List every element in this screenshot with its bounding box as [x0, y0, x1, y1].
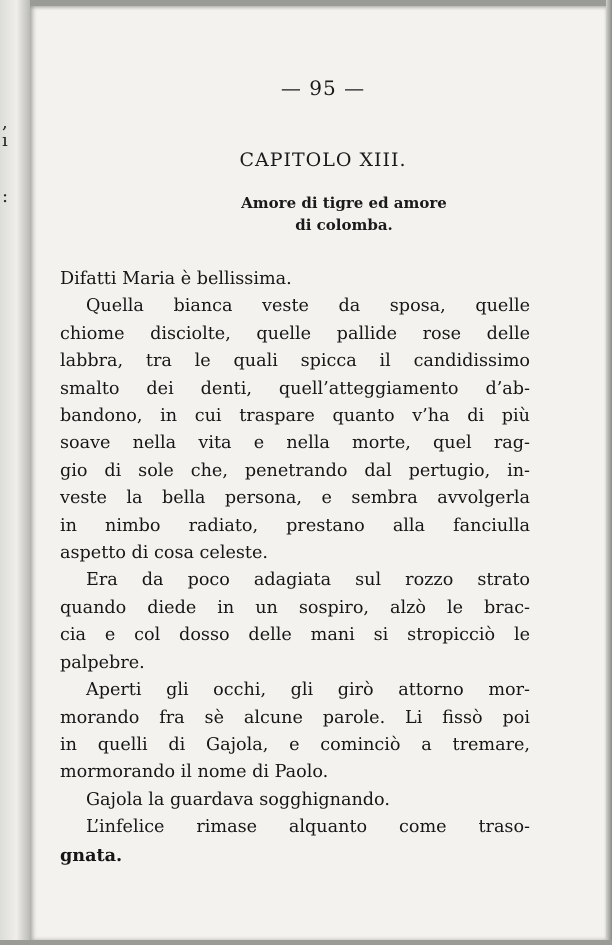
text-line: L’infelice rimase alquanto come traso- — [86, 817, 530, 838]
text-line: Era da poco adagiata sul rozzo strato — [86, 570, 530, 591]
subtitle-line: di colomba. — [295, 216, 393, 234]
text-line: Aperti gli occhi, gli girò attorno mor- — [86, 680, 530, 701]
text-line: soave nella vita e nella morte, quel rag- — [60, 433, 530, 454]
chapter-title: CAPITOLO XIII. — [239, 149, 407, 171]
text-line: Quella bianca veste da sposa, quelle — [86, 296, 530, 317]
text-line: chiome disciolte, quelle pallide rose delle — [60, 323, 530, 344]
margin-mark: ı — [2, 130, 8, 151]
chapter-subtitle — [110, 192, 578, 236]
text-line: gio di sole che, penetrando dal pertugio, in- — [60, 460, 530, 481]
page-right-edge — [606, 0, 612, 945]
text-line: palpebre. — [60, 652, 145, 673]
text-line: morando fra sè alcune parole. Li fissò poi — [60, 707, 530, 728]
margin-mark: : — [2, 186, 9, 207]
body-text — [60, 266, 530, 869]
page-bottom-edge — [0, 940, 612, 945]
text-line: labbra, tra le quali spicca il candidissimo — [60, 351, 530, 372]
text-line: Difatti Maria è bellissima. — [60, 269, 292, 289]
facing-page-edge — [0, 0, 30, 945]
text-line: quando diede in un sospiro, alzò le brac- — [60, 597, 530, 618]
text-line: mormorando il nome di Paolo. — [60, 762, 329, 783]
text-line: veste la bella persona, e sembra avvolgerla — [60, 488, 530, 509]
text-line: smalto dei denti, quell’atteggiamento d’ab- — [60, 378, 530, 399]
text-line: cia e col dosso delle mani si stropicciò le — [60, 625, 530, 646]
book-page — [30, 6, 606, 940]
text-line: bandono, in cui traspare quanto v’ha di più — [60, 406, 530, 427]
text-line: aspetto di cosa celeste. — [60, 543, 268, 564]
margin-mark: , — [2, 112, 8, 133]
page-number: — 95 — — [280, 76, 366, 100]
text-line: gnata. — [60, 844, 123, 866]
subtitle-line: Amore di tigre ed amore — [241, 194, 447, 212]
text-line: in nimbo radiato, prestano alla fanciulla — [60, 515, 530, 536]
text-line: in quelli di Gajola, e cominciò a tremare, — [60, 734, 530, 755]
text-line: Gajola la guardava sogghignando. — [86, 789, 390, 810]
